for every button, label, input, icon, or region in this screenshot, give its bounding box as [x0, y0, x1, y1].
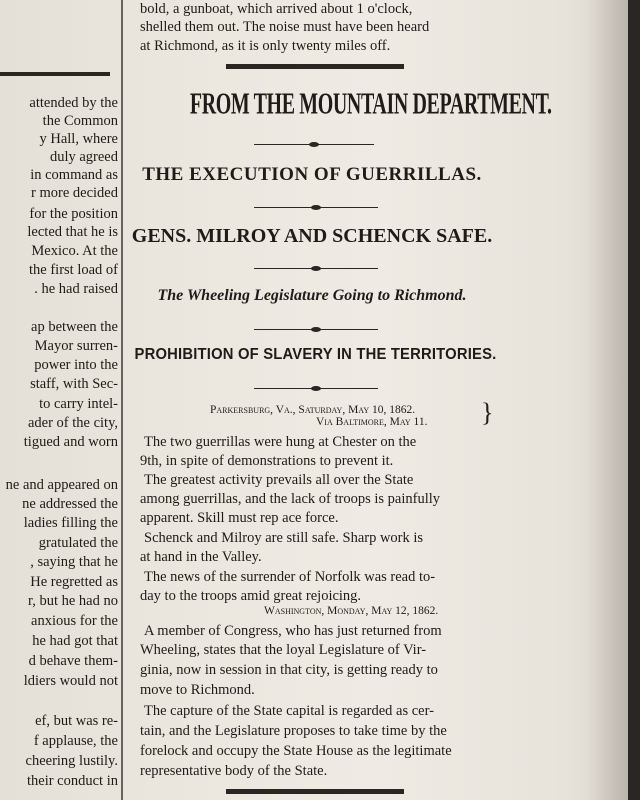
- left-col-line: in command as: [30, 167, 118, 183]
- left-col-line: for the position: [29, 206, 118, 222]
- body-line: tain, and the Legislature proposes to take time by the: [140, 723, 447, 739]
- left-col-line: ladies filling the: [23, 515, 118, 531]
- left-col-line: the first load of: [29, 262, 118, 278]
- page-edge-shadow: [588, 0, 628, 800]
- left-col-line: r, but he had no: [27, 593, 118, 609]
- left-col-line: cheering lustily.: [25, 753, 118, 769]
- left-col-line: . he had raised: [34, 281, 118, 297]
- body-line: representative body of the State.: [140, 763, 328, 779]
- left-col-line: ldiers would not: [23, 673, 118, 689]
- left-col-line: anxious for the: [31, 613, 118, 629]
- body-line: 9th, in spite of demonstrations to prevent it.: [140, 453, 394, 469]
- left-col-line: ne addressed the: [22, 496, 118, 512]
- headline-guerrillas: THE EXECUTION OF GUERRILLAS.: [142, 164, 482, 185]
- left-col-line: to carry intel-: [39, 396, 118, 412]
- headline-slavery: PROHIBITION OF SLAVERY IN THE TERRITORIES.: [134, 346, 497, 363]
- left-col-line: Mexico. At the: [31, 243, 118, 259]
- left-col-line: He regretted as: [30, 574, 118, 590]
- body-line: Schenck and Milroy are still safe. Sharp work is: [144, 530, 424, 546]
- left-col-line: ader of the city,: [27, 415, 118, 431]
- left-col-line: attended by the: [29, 95, 118, 111]
- body-line: among guerrillas, and the lack of troops is painfully: [140, 491, 440, 507]
- body-line: The news of the surrender of Norfolk was read to-: [144, 569, 436, 585]
- left-col-line: lected that he is: [27, 224, 118, 240]
- body-line: at Richmond, as it is only twenty miles off.: [140, 38, 391, 54]
- left-col-line: staff, with Sec-: [30, 376, 118, 392]
- left-col-line: ap between the: [31, 319, 118, 335]
- body-line: Wheeling, states that the loyal Legislature of Vir-: [140, 642, 427, 658]
- body-line: move to Richmond.: [140, 682, 255, 698]
- body-line: ginia, now in session in that city, is getting ready to: [140, 662, 438, 678]
- left-col-line: duly agreed: [49, 149, 118, 165]
- left-col-line: the Common: [42, 113, 118, 129]
- left-col-line: their conduct in: [26, 773, 118, 789]
- dateline-parkersburg: Parkersburg, Va., Saturday, May 10, 1862.: [210, 404, 416, 416]
- left-col-line: tigued and worn: [23, 434, 118, 450]
- left-col-line: power into the: [34, 357, 118, 373]
- section-rule: [226, 789, 404, 794]
- dateline-brace: }: [481, 398, 494, 427]
- headline-divider: [254, 268, 378, 269]
- body-line: shelled them out. The noise must have been heard: [140, 19, 430, 35]
- left-col-line: ne and appeared on: [5, 477, 118, 493]
- headline-divider: [254, 388, 378, 389]
- headline-main: FROM THE MOUNTAIN DEPARTMENT.: [189, 86, 552, 121]
- column-divider: [121, 0, 123, 800]
- left-col-line: he had got that: [32, 633, 118, 649]
- left-col-line: y Hall, where: [39, 131, 118, 147]
- left-col-line: Mayor surren-: [34, 338, 118, 354]
- left-col-line: d behave them-: [28, 653, 118, 669]
- headline-divider: [254, 329, 378, 330]
- body-line: The two guerrillas were hung at Chester on the: [144, 434, 417, 450]
- body-line: apparent. Skill must rep ace force.: [140, 510, 339, 526]
- headline-divider: [254, 144, 374, 145]
- body-line: forelock and occupy the State House as the legitimate: [140, 743, 452, 759]
- dateline-via: Via Baltimore, May 11.: [316, 416, 428, 428]
- left-column: [0, 0, 120, 800]
- headline-generals: GENS. MILROY AND SCHENCK SAFE.: [131, 225, 493, 247]
- body-line: The greatest activity prevails all over the State: [144, 472, 414, 488]
- main-column: [126, 0, 552, 800]
- headline-divider: [254, 207, 378, 208]
- section-rule: [226, 64, 404, 69]
- left-col-line: gratulated the: [38, 535, 118, 551]
- left-col-line: ef, but was re-: [35, 713, 118, 729]
- body-line: A member of Congress, who has just returned from: [144, 623, 442, 639]
- left-col-line: r more decided: [31, 185, 118, 201]
- dateline-washington: Washington, Monday, May 12, 1862.: [264, 605, 439, 617]
- left-col-line: f applause, the: [33, 733, 118, 749]
- left-col-line: , saying that he: [30, 554, 118, 570]
- body-line: bold, a gunboat, which arrived about 1 o'clock,: [140, 1, 413, 17]
- body-line: day to the troops amid great rejoicing.: [140, 588, 362, 604]
- column-rule: [0, 72, 110, 76]
- body-line: The capture of the State capital is regarded as cer-: [144, 703, 434, 719]
- body-line: at hand in the Valley.: [140, 549, 262, 565]
- headline-wheeling: The Wheeling Legislature Going to Richmond.: [157, 287, 467, 304]
